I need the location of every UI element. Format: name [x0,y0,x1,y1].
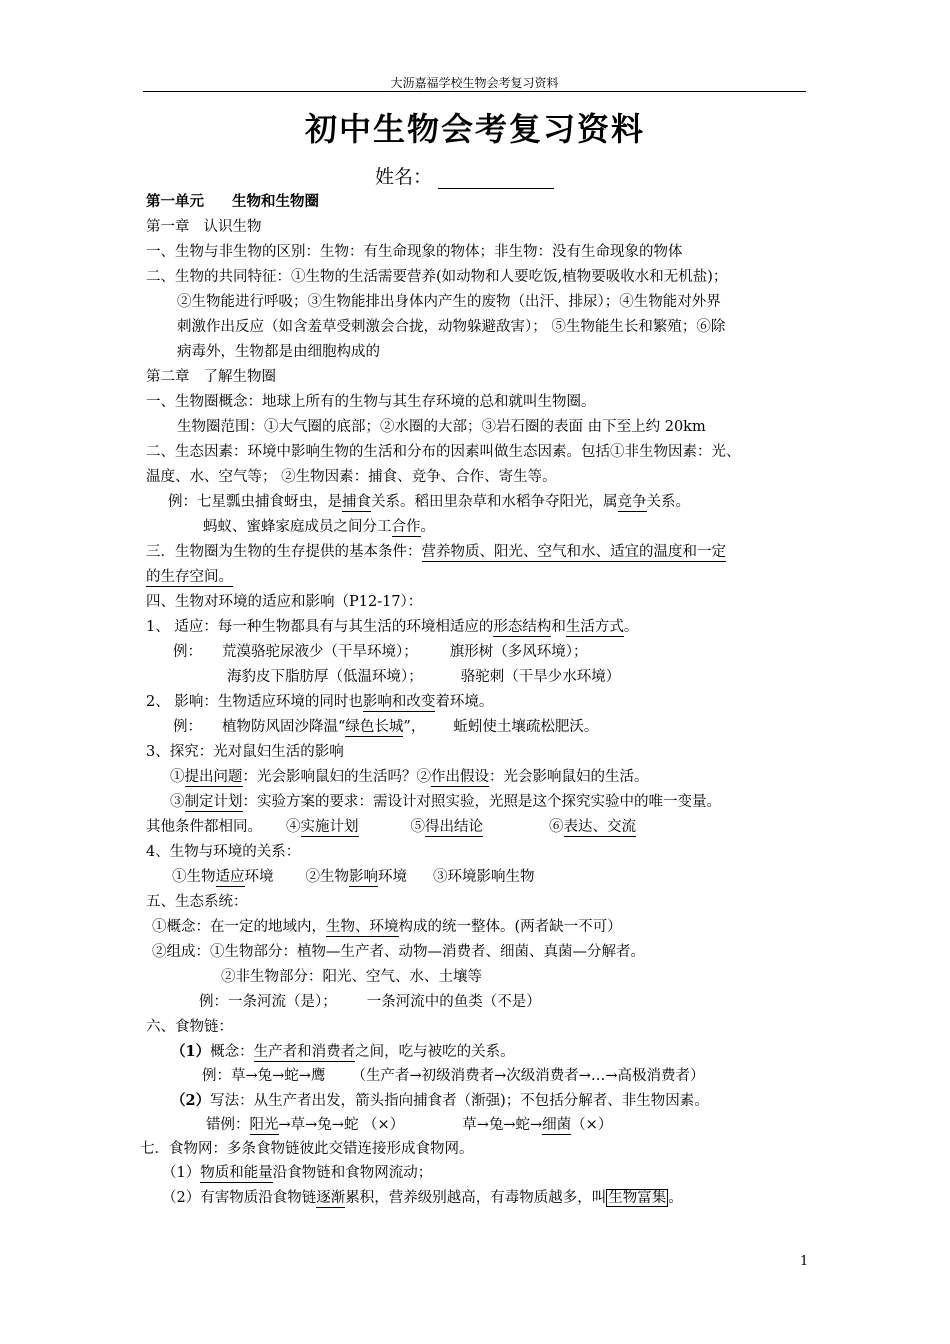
underlined-term: 适应 [215,869,245,885]
chapter-heading-2: 第二章 了解生物圈 [146,369,276,385]
text-line: 例： 植物防风固沙降温“绿色长城”， 蚯蚓使土壤疏松肥沃。 [173,719,599,735]
text-line: （2）写法：从生产者出发，箭头指向捕食者（渐强)；不包括分解者、非生物因素。 [171,1092,709,1109]
underlined-term: 阳光 [249,1117,279,1133]
text-line: 1、 适应：每一种生物都具有与其生活的环境相适应的形态结构和生活方式。 [146,619,639,635]
name-label: 姓名： [375,166,433,188]
text-line: 五、生态系统： [146,894,248,910]
text-line: 例： 荒漠骆驼尿液少（干旱环境）； 旗形树（多风环境）； [173,644,588,660]
text-line: 病毒外，生物都是由细胞构成的 [177,344,380,360]
text-line: 刺激作出反应（如含羞草受刺激会合拢，动物躲避敌害）； ⑤生物能生长和繁殖；⑥除 [177,319,726,335]
text-line: 错例：阳光→草→兔→蛇 （×） 草→兔→蛇→细菌（×） [206,1117,613,1133]
text-line: ③制定计划：实验方案的要求：需设计对照实验，光照是这个探究实验中的唯一变量。 [170,794,721,810]
chapter-heading-1: 第一章 认识生物 [146,219,262,235]
underlined-term: 合作 [391,519,421,535]
underlined-term: 生物、环境 [326,919,399,935]
text-line: ①生物适应环境 ②生物影响环境 ③环境影响生物 [172,869,535,885]
text-line: 3、探究：光对鼠妇生活的影响 [146,744,344,760]
text-line: 一、生物圈概念：地球上所有的生物与其生存环境的总和就叫生物圈。 [146,394,596,410]
underlined-term: 生活方式 [565,619,624,635]
text-line: ②组成：①生物部分：植物—生产者、动物—消费者、细菌、真菌—分解者。 [152,944,645,960]
text-line: 海豹皮下脂肪厚（低温环境）； 骆驼刺（干旱少水环境） [227,669,621,685]
text-line: 二、生物的共同特征：①生物的生活需要营养(如动物和人要吃饭,植物要吸收水和无机盐)； [146,269,728,285]
text-line: （1）概念：生产者和消费者之间，吃与被吃的关系。 [171,1043,515,1060]
text-line: （2）有害物质沿食物链逐渐累积，营养级别越高，有毒物质越多，叫 生物富集 。 [162,1190,683,1206]
underlined-term: 形态结构 [493,619,552,635]
text-line: 其他条件都相同。 ④实施计划 ⑤得出结论 ⑥表达、交流 [146,819,636,835]
text-line: ①概念：在一定的地域内，生物、环境构成的统一整体。(两者缺一不可） [152,919,622,935]
unit-heading: 第一单元 生物和生物圈 [146,193,319,210]
text-line: 生物圈范围：①大气圈的底部；②水圈的大部；③岩石圈的表面 由下至上约 20km [177,419,706,435]
text-line: 4、生物与环境的关系： [146,844,301,860]
text-line: （1）物质和能量沿食物链和食物网流动； [162,1165,433,1181]
text-line [146,567,233,587]
document-title: 初中生物会考复习资料 [304,110,645,148]
text-line: 三．生物圈为生物的生存提供的基本条件：营养物质、阳光、空气和水、适宜的温度和一定 [146,544,726,560]
text-line: 2、 影响：生物适应环境的同时也影响和改变着环境。 [146,694,494,710]
underlined-term: 影响 [349,869,378,885]
text-line: ②非生物部分：阳光、空气、水、土壤等 [221,969,482,985]
underlined-term: 的生存空间。 [146,569,233,585]
boxed-term: 生物富集 [608,1190,667,1206]
text-line: ①提出问题：光会影响鼠妇的生活吗？②作出假设：光会影响鼠妇的生活。 [170,769,649,785]
underlined-term: 细菌 [542,1117,572,1133]
underlined-term: 逐渐 [316,1190,346,1206]
underlined-term: 竞争 [617,494,647,510]
text-line: ②生物能进行呼吸；③生物能排出身体内产生的废物（出汗、排尿）；④生物能对外界 [177,294,721,310]
text-line: 例：七星瓢虫捕食蚜虫，是捕食关系。稻田里杂草和水稻争夺阳光，属竞争关系。 [168,494,690,510]
name-blank-line [438,168,554,189]
underlined-term: 表达、交流 [563,819,636,835]
text-line: 二、生态因素：环境中影响生物的生活和分布的因素叫做生态因素。包括①非生物因素：光、 [146,444,741,460]
underlined-term: 制定计划 [184,794,243,810]
page-number: 1 [800,1254,809,1269]
header-rule [143,91,806,92]
underlined-term: 提出问题 [184,769,243,785]
text-line: 四、生物对环境的适应和影响（P12-17）： [146,594,423,610]
text-line: 例：草→兔→蛇→鹰 （生产者→初级消费者→次级消费者→…→高极消费者） [202,1068,705,1084]
text-line: 七．食物网：多条食物链彼此交错连接形成食物网。 [140,1141,474,1157]
underlined-term: 物质和能量 [200,1165,273,1181]
text-line: 一、生物与非生物的区别：生物：有生命现象的物体；非生物：没有生命现象的物体 [146,244,683,260]
page-header: 大沥嘉福学校生物会考复习资料 [390,76,559,90]
underlined-term: 实施计划 [300,819,359,835]
underlined-term: 得出结论 [425,819,483,835]
text-line: 六、食物链： [146,1019,233,1035]
text-line: 蚂蚁、蜜蜂家庭成员之间分工合作。 [203,519,435,535]
text-line: 温度、水、空气等； ②生物因素：捕食、竞争、合作、寄生等。 [146,469,557,485]
underlined-term: 生产者和消费者 [253,1044,356,1060]
underlined-term: 影响和改变 [362,694,436,710]
underlined-term: 营养物质、阳光、空气和水、适宜的温度和一定 [421,544,726,560]
text-line: 例：一条河流（是）； 一条河流中的鱼类（不是） [199,994,541,1010]
underlined-term: 绿色长城 [345,719,404,735]
underlined-term: 作出假设 [431,769,489,785]
underlined-term: 捕食 [342,494,371,510]
name-field [375,162,554,189]
